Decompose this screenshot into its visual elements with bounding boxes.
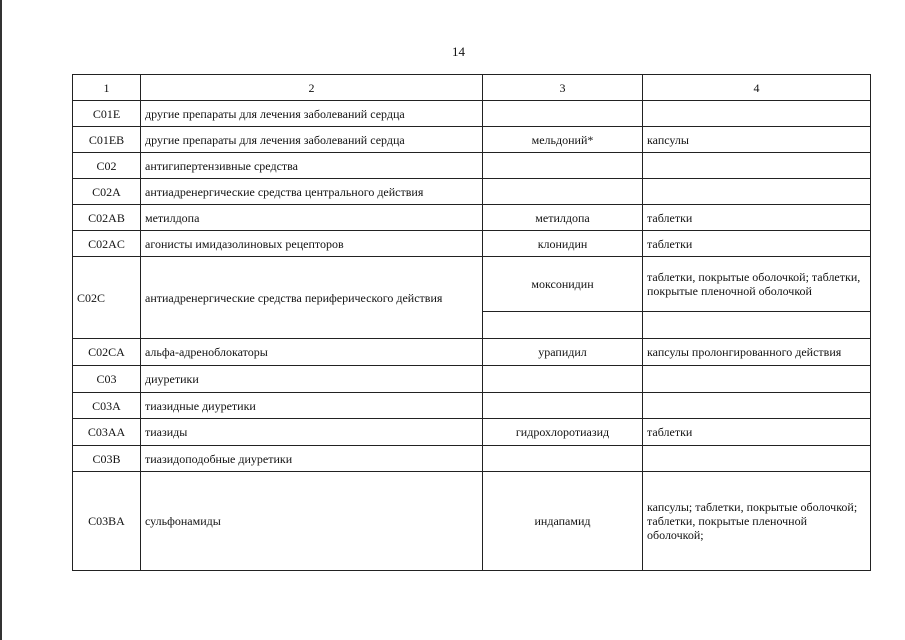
- table-row: [73, 231, 871, 257]
- page-left-edge: [0, 0, 2, 640]
- atc-code: C03A: [73, 393, 141, 419]
- atc-code: C03: [73, 366, 141, 393]
- dosage-form: таблетки, покрытые оболочкой; таблетки, покрытые пленочной оболочкой: [643, 257, 871, 312]
- drug-name: [483, 101, 643, 127]
- table-row: [73, 127, 871, 153]
- header-col-3: 3: [483, 75, 643, 101]
- dosage-form: таблетки: [643, 419, 871, 446]
- table-row: [73, 205, 871, 231]
- table-header-row: [73, 75, 871, 101]
- atc-code: C03AA: [73, 419, 141, 446]
- dosage-form: капсулы; таблетки, покрытые оболочкой; таблетки, покрытые пленочной оболочкой;: [643, 472, 871, 571]
- group-name: сульфонамиды: [141, 472, 483, 571]
- dosage-form: [643, 179, 871, 205]
- atc-code: C01E: [73, 101, 141, 127]
- group-name: тиазиды: [141, 419, 483, 446]
- atc-code: C02: [73, 153, 141, 179]
- dosage-form: [643, 101, 871, 127]
- dosage-form: капсулы: [643, 127, 871, 153]
- dosage-form: капсулы пролонгированного действия: [643, 339, 871, 366]
- atc-code: C03B: [73, 446, 141, 472]
- table-row: [73, 366, 871, 393]
- table-row: [73, 101, 871, 127]
- drug-name: мельдоний*: [483, 127, 643, 153]
- group-name: антиадренергические средства периферического действия: [141, 257, 483, 339]
- drug-name: [483, 179, 643, 205]
- table-row: [73, 339, 871, 366]
- table-row: [73, 419, 871, 446]
- header-col-4: 4: [643, 75, 871, 101]
- drug-name: клонидин: [483, 231, 643, 257]
- drug-name: [483, 366, 643, 393]
- empty-cell: [483, 312, 643, 339]
- table-row: [73, 179, 871, 205]
- atc-code: C02AC: [73, 231, 141, 257]
- group-name: диуретики: [141, 366, 483, 393]
- table-row: [73, 153, 871, 179]
- atc-code: C03BA: [73, 472, 141, 571]
- drug-name: моксонидин: [483, 257, 643, 312]
- dosage-form: [643, 153, 871, 179]
- dosage-form: таблетки: [643, 231, 871, 257]
- atc-code: C02CA: [73, 339, 141, 366]
- page-number: 14: [452, 44, 465, 59]
- table-row: [73, 446, 871, 472]
- dosage-form: таблетки: [643, 205, 871, 231]
- group-name: антиадренергические средства центрального действия: [141, 179, 483, 205]
- drug-name: гидрохлоротиазид: [483, 419, 643, 446]
- drug-name: [483, 153, 643, 179]
- atc-code: C02AB: [73, 205, 141, 231]
- drug-name: метилдопа: [483, 205, 643, 231]
- drug-name: индапамид: [483, 472, 643, 571]
- header-col-1: 1: [73, 75, 141, 101]
- drug-name: урапидил: [483, 339, 643, 366]
- group-name: метилдопа: [141, 205, 483, 231]
- dosage-form: [643, 393, 871, 419]
- header-col-2: 2: [141, 75, 483, 101]
- dosage-form: [643, 366, 871, 393]
- group-name: другие препараты для лечения заболеваний сердца: [141, 101, 483, 127]
- table-row: [73, 393, 871, 419]
- atc-code: C02C: [73, 257, 141, 339]
- group-name: другие препараты для лечения заболеваний сердца: [141, 127, 483, 153]
- group-name: антигипертензивные средства: [141, 153, 483, 179]
- atc-code: C01EB: [73, 127, 141, 153]
- drug-table: [72, 74, 871, 571]
- group-name: тиазидные диуретики: [141, 393, 483, 419]
- drug-name: [483, 446, 643, 472]
- dosage-form: [643, 446, 871, 472]
- group-name: альфа-адреноблокаторы: [141, 339, 483, 366]
- table-row: [73, 472, 871, 571]
- group-name: агонисты имидазолиновых рецепторов: [141, 231, 483, 257]
- atc-code: C02A: [73, 179, 141, 205]
- drug-name: [483, 393, 643, 419]
- empty-cell: [643, 312, 871, 339]
- group-name: тиазидоподобные диуретики: [141, 446, 483, 472]
- table-row: [73, 257, 871, 312]
